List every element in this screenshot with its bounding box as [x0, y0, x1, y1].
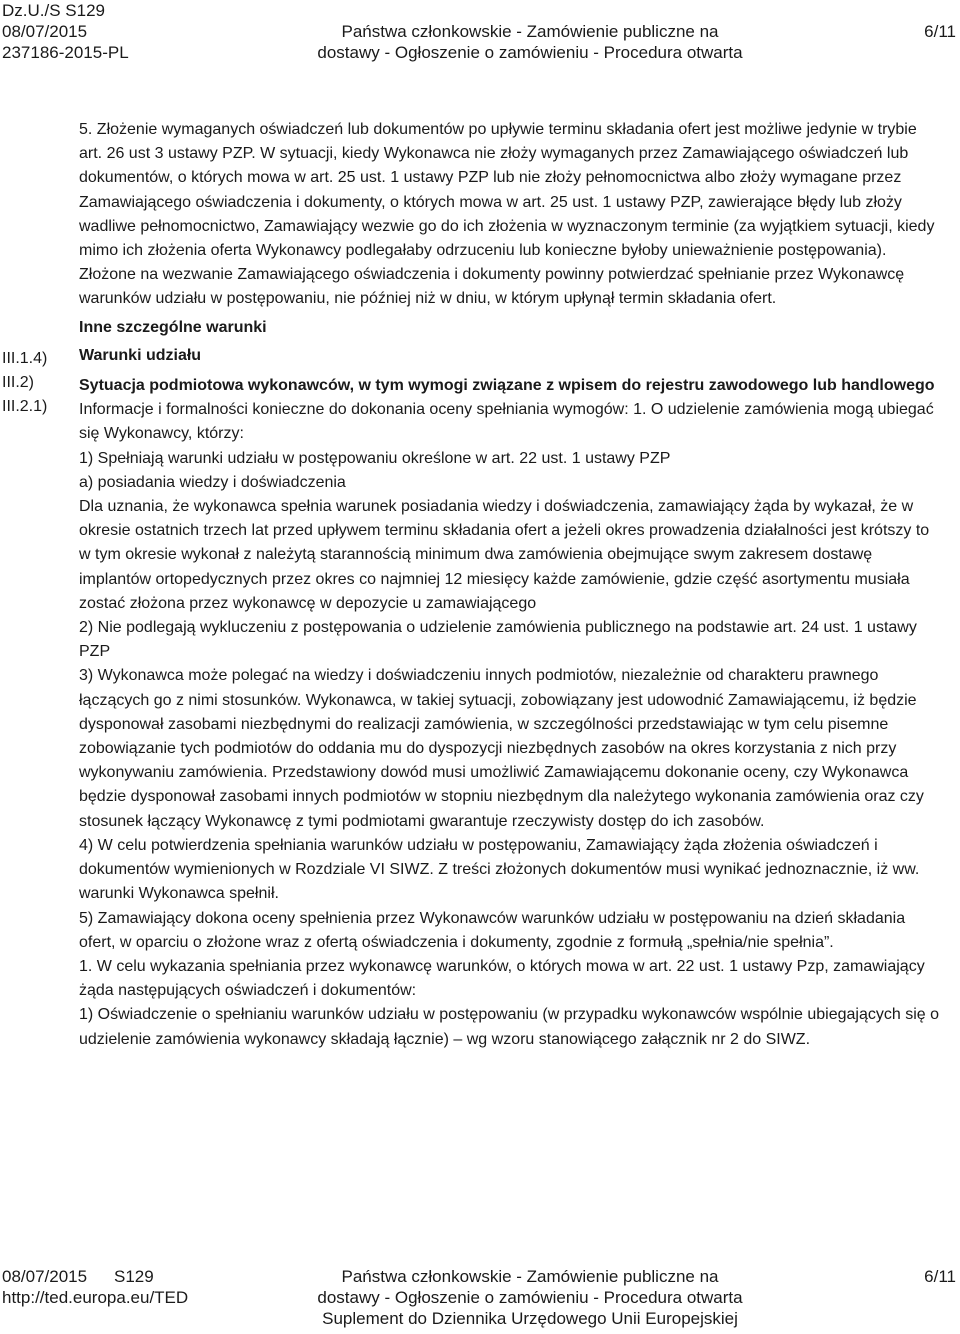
text-line-third-party: 3) Wykonawca może polegać na wiedzy i doświadczeniu innych podmiotów, niezależnie od charakteru prawnego łączących go z nimi stosunków. Wykonawca, w takiej sytuacji, zobowiązany jest udowodnić Zamawiającemu, iż będzie dysponował zasobami niezbędnymi do realizacji zamówienia, w szczególności przedstawiając w tym celu pisemne zobowiązanie tych podmiotów do oddania mu do dyspozycji niezbędnych zasobów na okres korzystania z nich przy wykonywaniu zamówienia. Przedstawiony dowód musi umożliwić Zamawiającemu dokonanie oceny, czy Wykonawca będzie dysponował zasobami innych podmiotów w stopniu niezbędnym dla należytego wykonania zamówienia oraz czy stosunek łączący Wykonawcę z tymi podmiotami gwarantuje rzeczywisty dostęp do ich zasobów. — [79, 667, 924, 830]
doc-ref: Dz.U./S S129 — [2, 1, 105, 20]
footer-title-line1: Państwa członkowskie - Zamówienie publiczne na — [341, 1267, 719, 1286]
text-line-knowledge: a) posiadania wiedzy i doświadczenia — [79, 473, 346, 491]
footer-title-line2: dostawy - Ogłoszenie o zamówieniu - Procedura otwarta — [317, 1288, 743, 1307]
text-line-declaration: 1) Oświadczenie o spełnianiu warunków udziału w postępowaniu (w przypadku wykonawców wspólnie ubiegających się o udzielenie zamówienia wykonawcy składają łącznie) – wg wzoru stanowiącego załącznik nr 2 do SIWZ. — [79, 1006, 940, 1048]
section-label-iii-2-1: III.2.1) — [2, 398, 48, 415]
header-left — [2, 0, 129, 63]
text-line-info: Informacje i formalności konieczne do dokonania oceny spełniania wymogów: 1. O udzielenie zamówienia mogą ubiegać się Wykonawcy, którzy: — [79, 401, 934, 443]
section-label-iii-2: III.2) — [2, 374, 35, 391]
header-title-line1: Państwa członkowskie - Zamówienie publiczne na — [341, 22, 719, 41]
heading-participation-conditions: Warunki udziału — [79, 346, 202, 364]
header-page-number: 6/11 — [924, 22, 956, 41]
text-line-conditions: 1) Spełniają warunki udziału w postępowaniu określone w art. 22 ust. 1 ustawy PZP — [79, 449, 671, 467]
footer-page-number: 6/11 — [924, 1267, 956, 1286]
section-labels — [2, 347, 47, 419]
footer-title — [290, 1266, 770, 1329]
notice-id: 237186-2015-PL — [2, 43, 129, 62]
footer-page — [924, 1266, 956, 1287]
text-line-documents: 4) W celu potwierdzenia spełniania warunków udziału w postępowaniu, Zamawiający żąda złożenia oświadczeń i dokumentów wymienionych w Rozdziale VI SIWZ. Z treści złożonych dokumentów musi wynikać jednoznacznie, iż ww. warunki Wykonawca spełnił. — [79, 836, 920, 903]
text-line-exclusion: 2) Nie podlegają wykluczeniu z postępowania o udzielenie zamówienia publicznego na podstawie art. 24 ust. 1 ustawy PZP — [79, 619, 917, 661]
header-date: 08/07/2015 — [2, 22, 88, 41]
paragraph-submission: 5. Złożenie wymaganych oświadczeń lub dokumentów po upływie terminu składania ofert jest możliwe jedynie w trybie art. 26 ust 3 ustawy PZP. W sytuacji, kiedy Wykonawca nie złoży wymaganych przez Zamawiającego oświadczeń lub dokumentów, o których mowa w art. 25 ust. 1 ustawy PZP lub nie złoży pełnomocnictwa albo złoży wymagane przez Zamawiającego oświadczenia i dokumenty, o których mowa w art. 25 ust. 1 ustawy PZP, zawierające błędy lub złoży wadliwe pełnomocnictwo, Zamawiający wezwie go do ich złożenia w wyznaczonym terminie (za wyjątkiem sytuacji, kiedy mimo ich złożenia oferta Wykonawcy podlegałaby odrzuceniu lub konieczne byłoby unieważnienie postępowania). Złożone na wezwanie Zamawiającego oświadczenia i dokumenty powinny potwierdzać spełnianie przez Wykonawcę warunków udziału w postępowaniu, nie później niż w dniu, w którym upłynął termin składania ofert. — [79, 121, 935, 308]
text-line-evaluation: 5) Zamawiający dokona oceny spełnienia przez Wykonawców warunków udziału w postępowaniu na dzień składania ofert, w oparciu o złożone wraz z ofertą oświadczenia i dokumenty, zgodnie z formułą „spełnia/nie spełnia”. — [79, 909, 906, 951]
header-title — [290, 0, 770, 63]
main-content — [79, 118, 939, 1052]
heading-contractor-situation: Sytuacja podmiotowa wykonawców, w tym wymogi związane z wpisem do rejestru zawodowego lub handlowego — [79, 377, 935, 395]
footer-date: 08/07/2015 — [2, 1267, 88, 1286]
footer-left — [2, 1266, 188, 1308]
heading-other-conditions: Inne szczególne warunki — [79, 318, 267, 336]
section-label-iii-1-4: III.1.4) — [2, 350, 48, 367]
footer-series: S129 — [114, 1267, 154, 1286]
text-line-requirements: 1. W celu wykazania spełniania przez wykonawcę warunków, o których mowa w art. 22 ust. 1 ustawy Pzp, zamawiający żąda następujących oświadczeń i dokumentów: — [79, 957, 925, 1000]
footer-title-line3: Suplement do Dziennika Urzędowego Unii Europejskiej — [322, 1309, 738, 1328]
footer-url[interactable]: http://ted.europa.eu/TED — [2, 1288, 189, 1307]
header-title-line2: dostawy - Ogłoszenie o zamówieniu - Procedura otwarta — [317, 43, 743, 62]
header-page — [924, 0, 956, 42]
text-line-experience: Dla uznania, że wykonawca spełnia warunek posiadania wiedzy i doświadczenia, zamawiający żąda by wykazał, że w okresie ostatnich trzech lat przed upływem terminu składania ofert a jeżeli okres prowadzenia działalności jest krótszy to w tym okresie wykonał z należytą starannością minimum dwa zamówienia obejmujące swym zakresem dostawę implantów ortopedycznych przez okres co najmniej 12 miesięcy każde zamówienie, gdzie część asortymentu musiała zostać złożona przez wykonawcę w depozycie u zamawiającego — [79, 498, 930, 612]
